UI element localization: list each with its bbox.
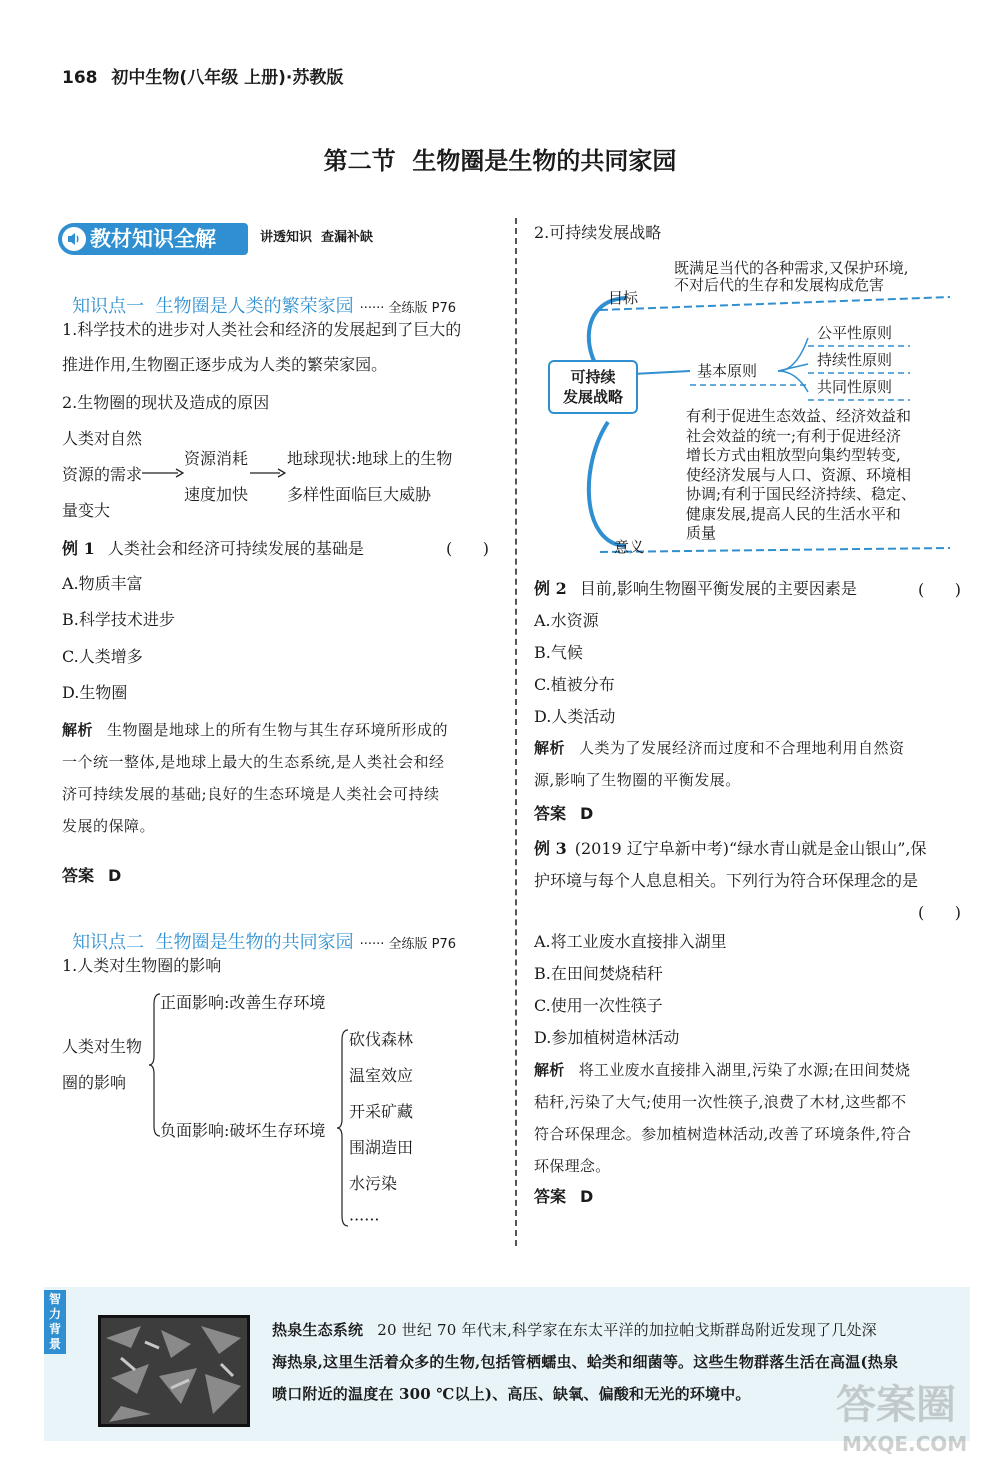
ex1-option[interactable]: C.人类增多 xyxy=(62,647,143,666)
ex3-option[interactable]: D.参加植树造林活动 xyxy=(534,1028,680,1047)
mindmap-principle: 共同性原则 xyxy=(817,378,893,396)
ex3-option[interactable]: C.使用一次性筷子 xyxy=(534,996,663,1015)
tree-root-2: 圈的影响 xyxy=(62,1073,127,1092)
ex3-analysis-line: 环保理念。 xyxy=(534,1157,611,1175)
background-line: 20 世纪 70 年代末,科学家在东太平洋的加拉帕戈斯群岛附近发现了几处深 xyxy=(377,1321,877,1339)
hydrothermal-photo xyxy=(98,1315,250,1427)
mindmap-meaning-line: 有利于促进生态效益、经济效益和 xyxy=(686,407,912,425)
tree-brace-negative xyxy=(336,1026,350,1230)
ex1-analysis-line: 发展的保障。 xyxy=(62,817,156,835)
flow-cause-1: 人类对自然 xyxy=(62,429,143,448)
ex3-label: 例 3 xyxy=(534,839,567,858)
ex1-answer-value: D xyxy=(108,866,122,885)
ex2-analysis-line: 源,影响了生物圈的平衡发展。 xyxy=(534,771,741,789)
mindmap-principle: 公平性原则 xyxy=(817,324,893,342)
banner-sub: 讲透知识 查漏补缺 xyxy=(260,230,374,245)
kp1-p1-line: 推进作用,生物圈正逐步成为人类的繁荣家园。 xyxy=(62,355,388,374)
ex3-analysis-label: 解析 xyxy=(534,1061,565,1079)
ex2-analysis xyxy=(534,732,905,796)
mindmap-goal-line: 既满足当代的各种需求,又保护环境, xyxy=(674,259,909,277)
tree-negative-item: 围湖造田 xyxy=(349,1138,414,1157)
ex2-option[interactable]: D.人类活动 xyxy=(534,707,616,726)
ex1-label: 例 1 xyxy=(62,539,95,558)
ex1-option[interactable]: D.生物圈 xyxy=(62,683,128,702)
ex3-answer-value: D xyxy=(580,1187,594,1206)
mindmap-center xyxy=(548,360,638,414)
tree-negative: 负面影响:破坏生存环境 xyxy=(160,1121,326,1140)
mindmap-meaning-label: 意义 xyxy=(614,538,645,556)
ex3-option[interactable]: A.将工业废水直接排入湖里 xyxy=(534,932,727,951)
ex3-answer-label: 答案 xyxy=(534,1187,567,1206)
ex1-question-line xyxy=(62,538,364,559)
ex2-bracket: ( ) xyxy=(918,580,961,599)
mindmap-goal-line: 不对后代的生存和发展构成危害 xyxy=(674,276,885,294)
background-line: 喷口附近的温度在 300 ℃以上)、高压、缺氧、偏酸和无光的环境中。 xyxy=(272,1385,751,1403)
running-header xyxy=(62,66,343,90)
mindmap-goal-label: 目标 xyxy=(608,289,639,307)
background-line: 海热泉,这里生活着众多的生物,包括管栖蠕虫、蛤类和细菌等。这些生物群落生活在高温(热泉 xyxy=(272,1353,899,1371)
mindmap-meaning-text xyxy=(686,407,916,544)
mindmap-meaning-line: 质量 xyxy=(686,524,717,542)
flow-result-top: 地球现状:地球上的生物 xyxy=(287,449,453,468)
ex3-question-line: 护环境与每个人息息相关。下列行为符合环保理念的是 xyxy=(534,871,919,890)
tree-negative-item: 开采矿藏 xyxy=(349,1102,414,1121)
kp1-p1 xyxy=(62,312,461,382)
ex1-analysis-line: 一个统一整体,是地球上最大的生态系统,是人类社会和经 xyxy=(62,753,445,771)
ex1-option[interactable]: A.物质丰富 xyxy=(62,574,143,593)
ex3-question-line: (2019 辽宁阜新中考)“绿水青山就是金山银山”,保 xyxy=(574,839,927,858)
flow-arrow-1 xyxy=(142,466,184,480)
ex1-analysis-line: 生物圈是地球上的所有生物与其生存环境所形成的 xyxy=(107,721,449,739)
ex1-question: 人类社会和经济可持续发展的基础是 xyxy=(107,539,364,558)
ex1-option[interactable]: B.科学技术进步 xyxy=(62,610,175,629)
ex2-answer-value: D xyxy=(580,804,594,823)
speaker-icon xyxy=(62,227,86,251)
kp2-heading xyxy=(62,912,456,955)
ex3-bracket: ( ) xyxy=(918,903,961,922)
mindmap-principle: 持续性原则 xyxy=(817,351,893,369)
flow-mid-bottom: 速度加快 xyxy=(184,485,249,504)
mindmap-meaning-line: 增长方式由粗放型向集约型转变, xyxy=(686,446,901,464)
kp1-p2: 2.生物圈的现状及造成的原因 xyxy=(62,393,270,412)
ex3-analysis-line: 将工业废水直接排入湖里,污染了水源;在田间焚烧 xyxy=(578,1061,911,1079)
ex3-analysis-line: 符合环保理念。参加植树造林活动,改善了环境条件,符合 xyxy=(534,1125,912,1143)
kp1-title: 知识点一 生物圈是人类的繁荣家园 xyxy=(72,296,354,317)
ex2-option[interactable]: B.气候 xyxy=(534,643,583,662)
ex2-question-line xyxy=(534,578,857,599)
mindmap-meaning-line: 社会效益的统一;有利于促进经济 xyxy=(686,426,902,445)
kp2-title: 知识点二 生物圈是生物的共同家园 xyxy=(72,932,354,953)
flow-result-bottom: 多样性面临巨大威胁 xyxy=(287,485,432,504)
ex2-answer xyxy=(534,803,593,824)
ex3-question xyxy=(534,833,926,897)
tree-negative-item: 温室效应 xyxy=(349,1066,414,1085)
flow-cause-3: 量变大 xyxy=(62,501,111,520)
column-divider xyxy=(515,218,517,1246)
mindmap-center-line: 发展战略 xyxy=(562,388,623,406)
page-number: 168 xyxy=(62,68,98,88)
ex1-answer xyxy=(62,865,121,886)
tree-root-1: 人类对生物 xyxy=(62,1037,143,1056)
ex1-bracket: ( ) xyxy=(446,539,489,558)
background-text xyxy=(272,1314,898,1410)
book-title: 初中生物(八年级 上册)·苏教版 xyxy=(111,68,344,88)
right-p2: 2.可持续发展战略 xyxy=(534,223,662,242)
tree-negative-item: 水污染 xyxy=(349,1174,398,1193)
watermark-url: MXQE.COM xyxy=(842,1432,968,1456)
ex3-answer xyxy=(534,1186,593,1207)
tree-negative-item: ······ xyxy=(349,1210,380,1229)
ex2-label: 例 2 xyxy=(534,579,567,598)
mindmap-meaning-line: 健康发展,提高人民的生活水平和 xyxy=(686,504,901,523)
ex1-answer-label: 答案 xyxy=(62,866,95,885)
ex2-question: 目前,影响生物圈平衡发展的主要因素是 xyxy=(579,579,857,598)
banner-label: 教材知识全解 xyxy=(90,227,216,251)
watermark-logo: 答案圈 xyxy=(836,1382,956,1428)
ex1-analysis xyxy=(62,714,448,842)
mindmap-center-line: 可持续 xyxy=(570,368,616,386)
tree-positive: 正面影响:改善生存环境 xyxy=(160,993,326,1012)
flow-mid-top: 资源消耗 xyxy=(184,449,249,468)
ex3-analysis-line: 秸秆,污染了大气;使用一次性筷子,浪费了木材,这些都不 xyxy=(534,1093,907,1111)
ex1-analysis-line: 济可持续发展的基础;良好的生态环境是人类社会可持续 xyxy=(62,785,440,803)
section-banner xyxy=(58,223,248,255)
kp2-ref: ······ 全练版 P76 xyxy=(359,937,457,952)
ex3-option[interactable]: B.在田间焚烧秸秆 xyxy=(534,964,663,983)
background-box-tag: 智力背景 xyxy=(44,1290,66,1354)
ex2-option[interactable]: C.植被分布 xyxy=(534,675,615,694)
flow-arrow-2 xyxy=(250,466,286,480)
ex2-option[interactable]: A.水资源 xyxy=(534,611,599,630)
section-title: 第二节 生物圈是生物的共同家园 xyxy=(323,147,677,175)
mindmap-principle-label: 基本原则 xyxy=(697,362,758,380)
background-title: 热泉生态系统 xyxy=(272,1321,364,1339)
kp1-p1-line: 1.科学技术的进步对人类社会和经济的发展起到了巨大的 xyxy=(62,320,462,339)
flow-cause-2: 资源的需求 xyxy=(62,465,143,484)
kp1-ref: ······ 全练版 P76 xyxy=(359,301,457,316)
ex2-answer-label: 答案 xyxy=(534,804,567,823)
ex3-analysis xyxy=(534,1054,911,1182)
ex2-analysis-label: 解析 xyxy=(534,739,566,757)
mindmap-meaning-line: 协调;有利于国民经济持续、稳定、 xyxy=(686,485,917,503)
tree-negative-item: 砍伐森林 xyxy=(349,1030,414,1049)
ex2-analysis-line: 人类为了发展经济而过度和不合理地利用自然资 xyxy=(579,739,905,757)
ex1-analysis-label: 解析 xyxy=(62,721,94,739)
mindmap-meaning-line: 使经济发展与人口、资源、环境相 xyxy=(686,465,912,484)
kp2-p1: 1.人类对生物圈的影响 xyxy=(62,956,222,975)
